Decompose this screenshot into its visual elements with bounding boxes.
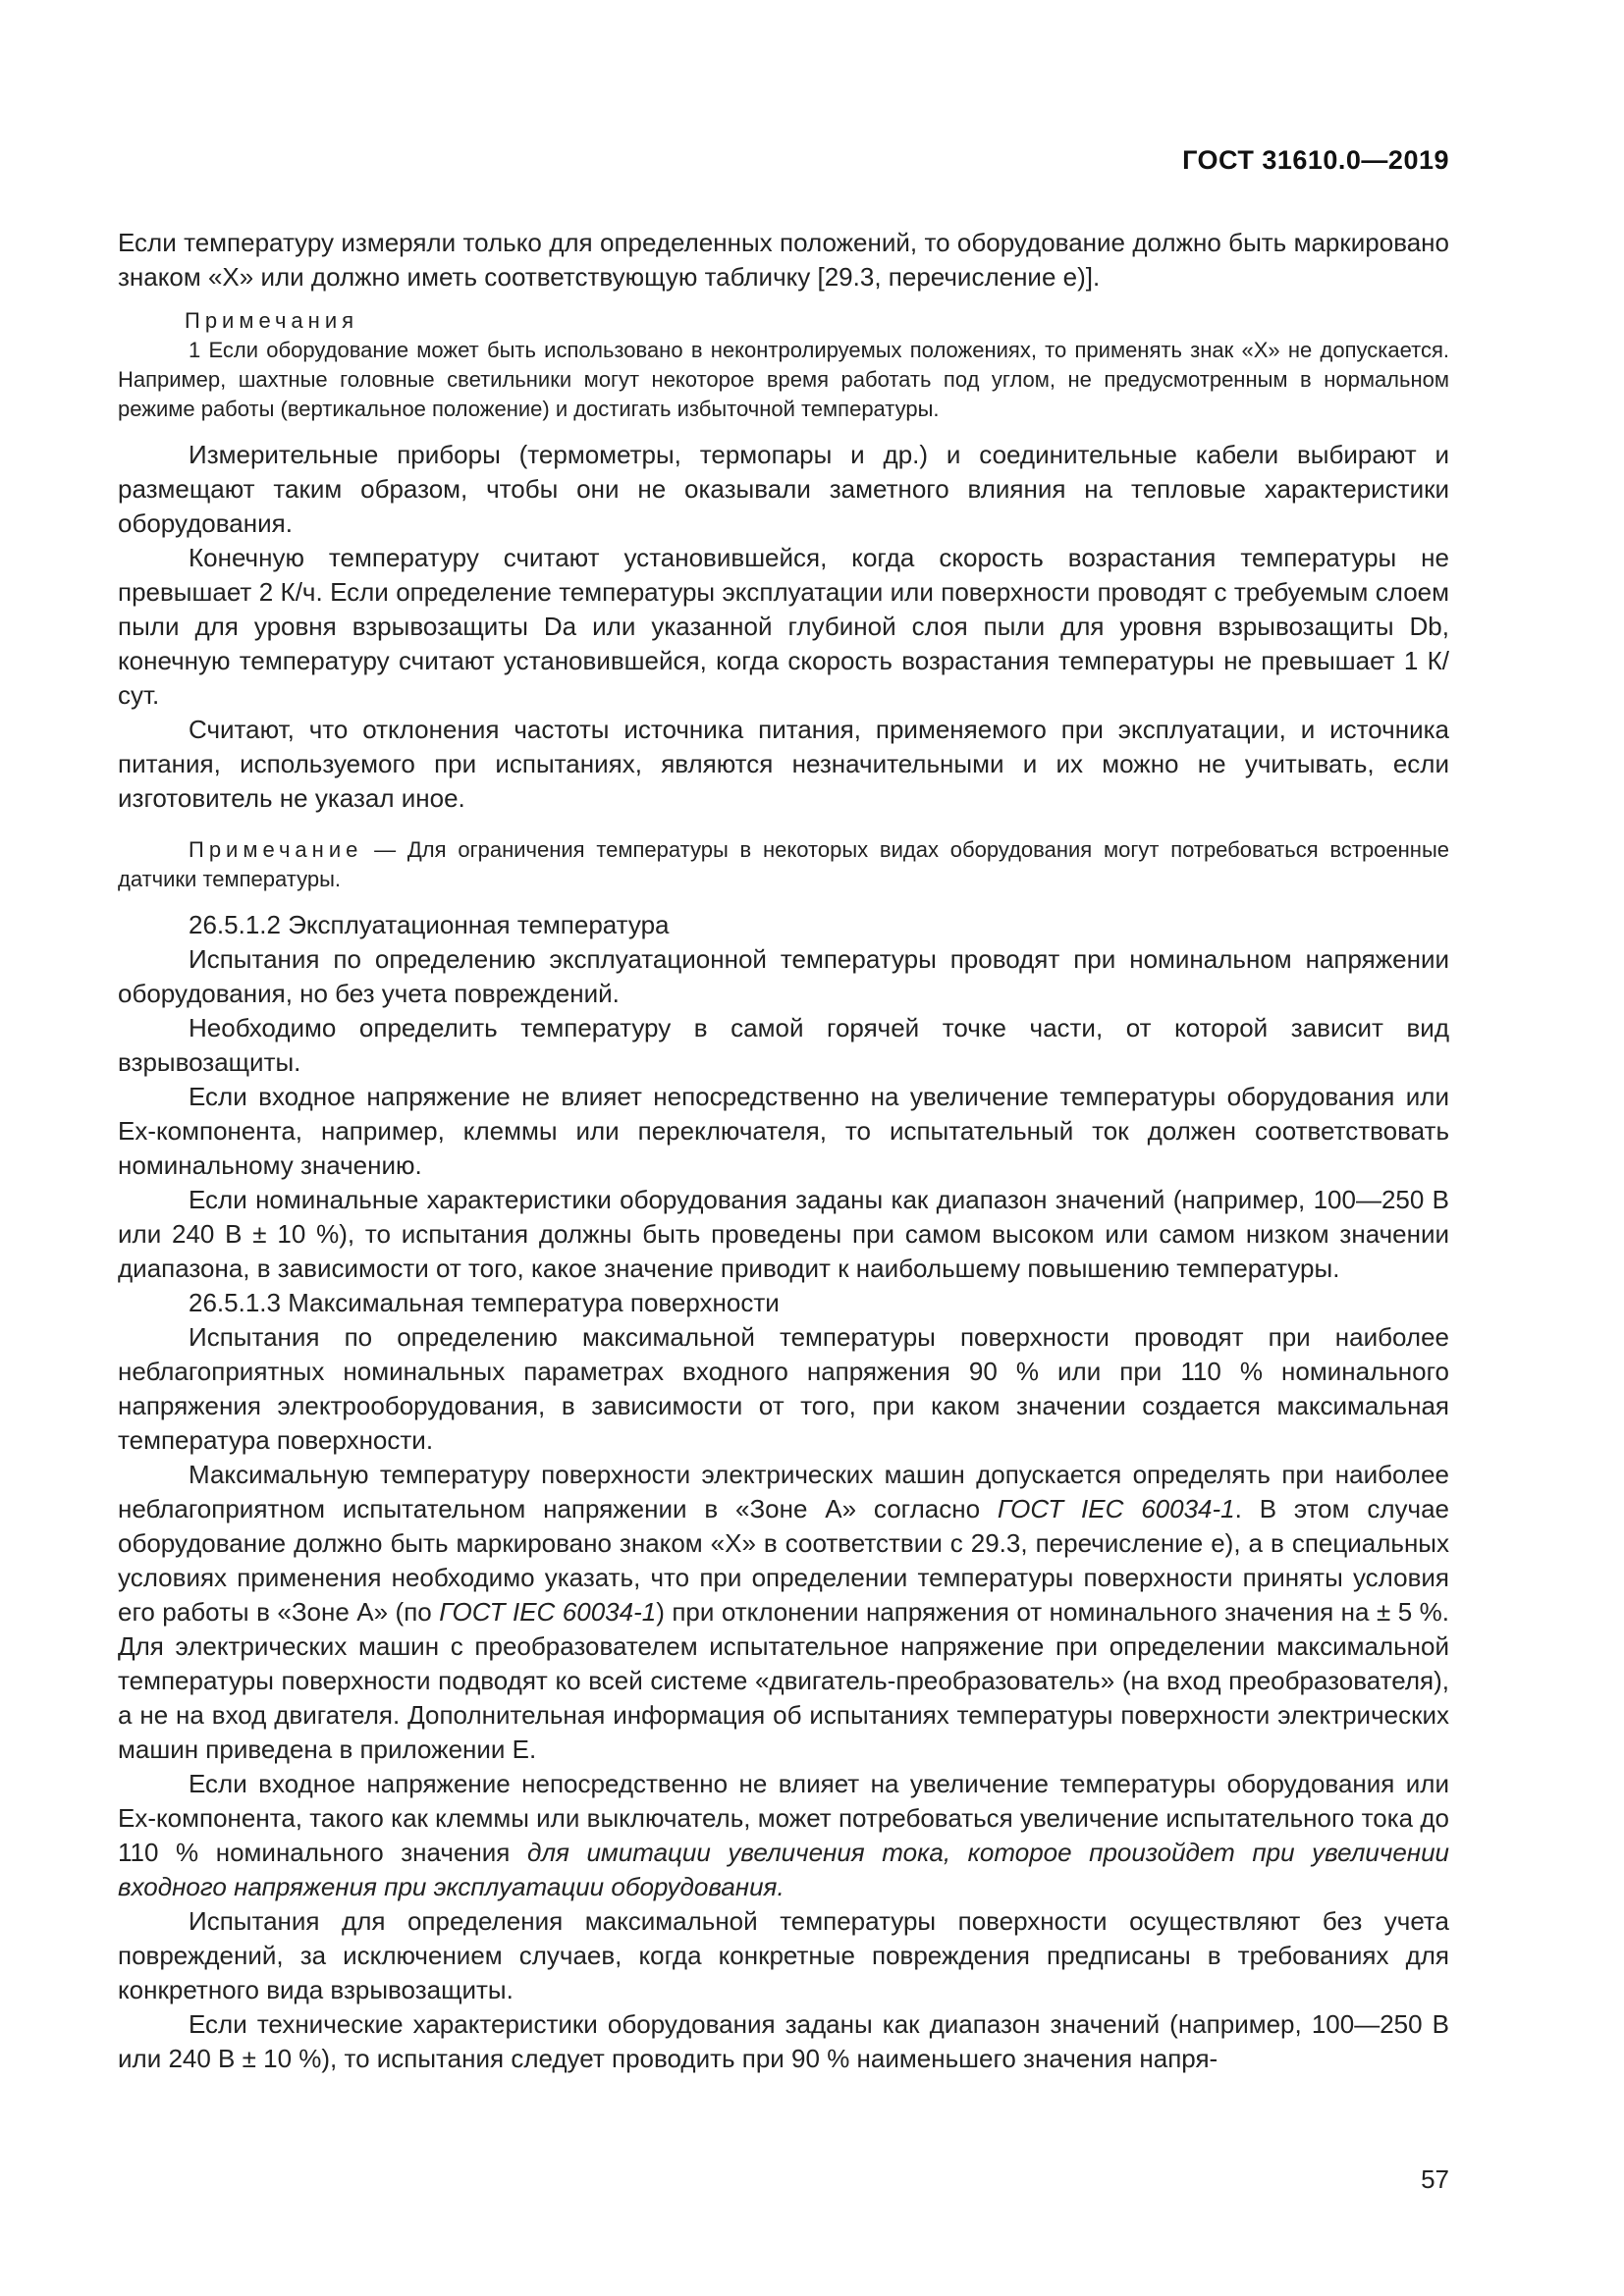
- text-span: . В этом случае оборудование должно быть маркировано знаком «Х» в соответствии с 29.3, перечисление е), а в специальных условиях применения необходимо указать, что при определении температуры поверхности приняты условия его работы в «Зоне А» (по: [118, 1494, 1449, 1627]
- note-sensors: [118, 835, 1449, 894]
- text-span: Максимальную температуру поверхности электрических машин допускается определять при наиболее неблагоприятном испытательном напряжении в «Зоне А» согласно: [118, 1460, 1449, 1523]
- paragraph-final-temperature: Конечную температуру считают установившейся, когда скорость возрастания температуры не превышает 2 К/ч. Если определение температуры эксплуатации или поверхности проводят с требуемым слоем пыли для уровня взрывозащиты Da или указанной глубиной слоя пыли для уровня взрывозащиты Db, конечную температуру считают установившейся, когда скорость возрастания температуры не превышает 1 К/сут.: [118, 543, 1449, 710]
- note-label: Примечание: [189, 837, 363, 862]
- italic-text: для имитации увеличения тока, которое произойдет при увеличении входного напряжения при эксплуатации оборудования.: [118, 1838, 1450, 1901]
- document-header: ГОСТ 31610.0—2019: [1182, 145, 1449, 175]
- standard-reference: ГОСТ IEC 60034-1: [439, 1597, 657, 1627]
- paragraph-rated-range: Если номинальные характеристики оборудования заданы как диапазон значений (например, 100—250 В или 240 В ± 10 %), то испытания должны быть проведены при самом высоком или самом низком значении диапазона, в зависимости от того, какое значение приводит к наибольшему повышению температуры.: [118, 1185, 1449, 1283]
- text-span: ) при отклонении напряжения от номинального значения на ± 5 %. Для электрических машин с преобразователем испытательное напряжение при определении максимальной температуры поверхности подводят ко всей системе «двигатель-преобразователь» (на вход преобразователя), а не на вход двигателя. Дополнительная информация об испытаниях температуры поверхности электрических машин приведена в приложении Е.: [118, 1597, 1449, 1764]
- notes-heading: Примечания: [185, 308, 359, 333]
- paragraph-range-test: Если технические характеристики оборудования заданы как диапазон значений (например, 100—250 В или 240 В ± 10 %), то испытания следует проводить при 90 % наименьшего значения напря-: [118, 2009, 1449, 2073]
- paragraph-test-current: [118, 1767, 1449, 1904]
- section-title-operating-temperature: 26.5.1.2 Эксплуатационная температура: [189, 910, 670, 939]
- paragraph-electric-machines: [118, 1458, 1449, 1767]
- paragraph-instruments: Измерительные приборы (термометры, термопары и др.) и соединительные кабели выбирают и размещают таким образом, чтобы они не оказывали заметного влияния на тепловые характеристики оборудования.: [118, 440, 1449, 538]
- paragraph-input-voltage: Если входное напряжение не влияет непосредственно на увеличение температуры оборудования или Ex-компонента, например, клеммы или переключателя, то испытательный ток должен соответствовать номинальному значению.: [118, 1082, 1449, 1180]
- paragraph-max-surface-test: Испытания по определению максимальной температуры поверхности проводят при наиболее неблагоприятных номинальных параметрах входного напряжения 90 % или при 110 % номинального напряжения электрооборудования, в зависимости от того, при каком значении создается максимальная температура поверхности.: [118, 1322, 1449, 1455]
- text-span: Если входное напряжение непосредственно не влияет на увеличение температуры оборудования или Ex-компонента, такого как клеммы или выключатель, может потребоваться увеличение испытательного тока до 110 % номинального значения: [118, 1769, 1449, 1867]
- page-number: 57: [1421, 2164, 1449, 2194]
- paragraph-frequency: Считают, что отклонения частоты источника питания, применяемого при эксплуатации, и источника питания, используемого при испытаниях, являются незначительными и их можно не учитывать, если изготовитель не указал иное.: [118, 715, 1449, 813]
- document-body: [118, 226, 1449, 2076]
- note-text: — Для ограничения температуры в некоторых видах оборудования могут потребоваться встроенные датчики температуры.: [118, 837, 1449, 891]
- paragraph-marking: Если температуру измеряли только для определенных положений, то оборудование должно быть маркировано знаком «Х» или должно иметь соответствующую табличку [29.3, перечисление е)].: [118, 228, 1449, 292]
- paragraph-hottest-point: Необходимо определить температуру в самой горячей точке части, от которой зависит вид взрывозащиты.: [118, 1013, 1449, 1077]
- paragraph-operating-test: Испытания по определению эксплуатационной температуры проводят при номинальном напряжении оборудования, но без учета повреждений.: [118, 944, 1449, 1008]
- standard-reference: ГОСТ IEC 60034-1: [997, 1494, 1235, 1523]
- section-title-max-surface-temperature: 26.5.1.3 Максимальная температура поверхности: [189, 1288, 780, 1317]
- note-item-1: 1 Если оборудование может быть использовано в неконтролируемых положениях, то применять знак «Х» не допускается. Например, шахтные головные светильники могут некоторое время работать под углом, не предусмотренным в нормальном режиме работы (вертикальное положение) и достигать избыточной температуры.: [118, 338, 1449, 421]
- paragraph-no-damage: Испытания для определения максимальной температуры поверхности осуществляют без учета повреждений, за исключением случаев, когда конкретные повреждения предписаны в требованиях для конкретного вида взрывозащиты.: [118, 1906, 1449, 2004]
